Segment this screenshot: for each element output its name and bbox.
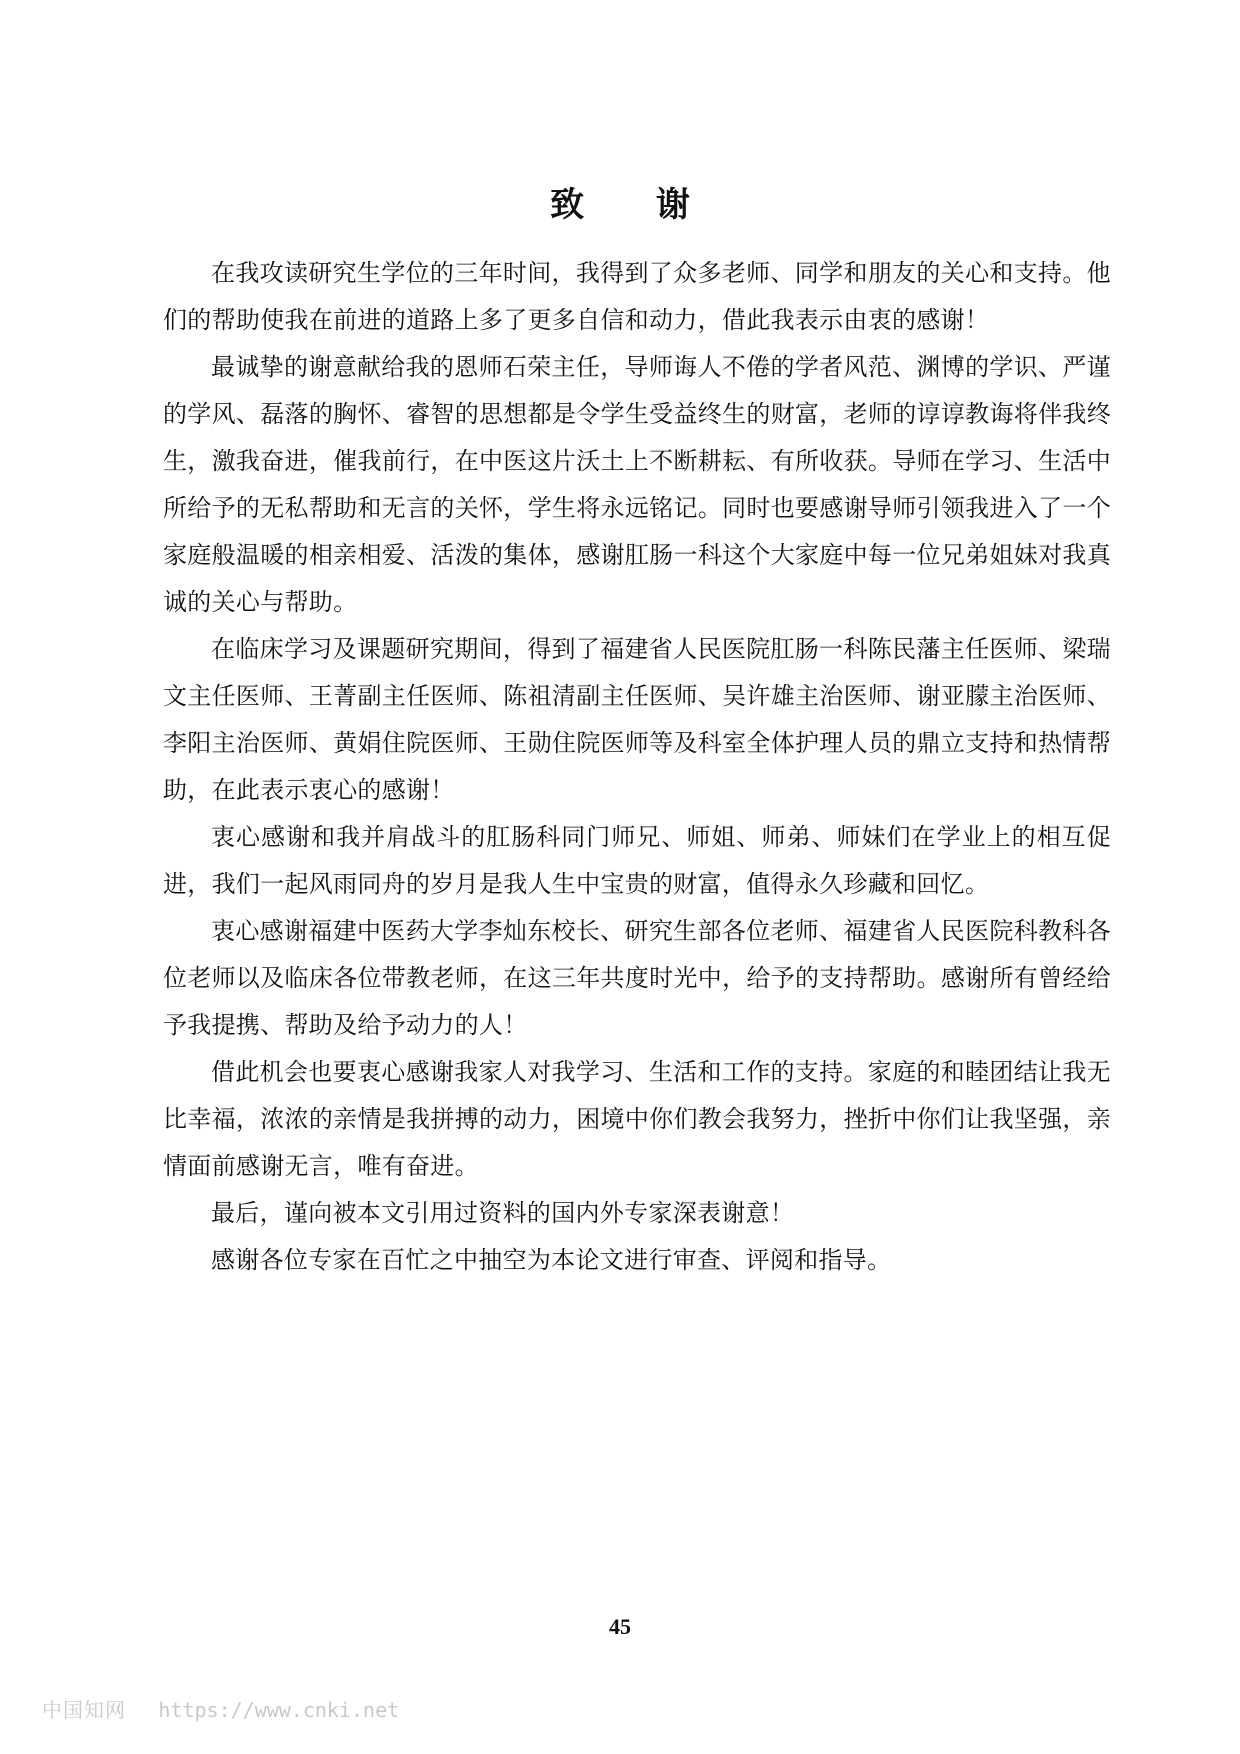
cnki-watermark [42,1696,399,1724]
paragraph-5: 衷心感谢福建中医药大学李灿东校长、研究生部各位老师、福建省人民医院科教科各位老师以及临床各位带教老师，在这三年共度时光中，给予的支持帮助。感谢所有曾经给予我提携、帮助及给予动力的人！ [163,917,1111,1039]
paragraph-1: 在我攻读研究生学位的三年时间，我得到了众多老师、同学和朋友的关心和支持。他们的帮助使我在前进的道路上多了更多自信和动力，借此我表示由衷的感谢！ [163,259,1111,334]
watermark-url: https://www.cnki.net [158,1698,400,1722]
page-title: 致 谢 [550,184,720,225]
watermark-brand: 中国知网 [42,1698,126,1722]
paragraph-2: 最诚挚的谢意献给我的恩师石荣主任，导师诲人不倦的学者风范、渊博的学识、严谨的学风、磊落的胸怀、睿智的思想都是令学生受益终生的财富，老师的谆谆教诲将伴我终生，激我奋进，催我前行，在中医这片沃土上不断耕耘、有所收获。导师在学习、生活中所给予的无私帮助和无言的关怀，学生将永远铭记。同时也要感谢导师引领我进入了一个家庭般温暖的相亲相爱、活泼的集体，感谢肛肠一科这个大家庭中每一位兄弟姐妹对我真诚的关心与帮助。 [163,353,1111,616]
paragraph-7: 最后，谨向被本文引用过资料的国内外专家深表谢意！ [211,1199,795,1227]
page-number: 45 [609,1614,631,1639]
paragraph-4: 衷心感谢和我并肩战斗的肛肠科同门师兄、师姐、师弟、师妹们在学业上的相互促进，我们一起风雨同舟的岁月是我人生中宝贵的财富，值得永久珍藏和回忆。 [163,823,1111,898]
paragraph-3: 在临床学习及课题研究期间，得到了福建省人民医院肛肠一科陈民藩主任医师、梁瑞文主任医师、王菁副主任医师、陈祖清副主任医师、吴许雄主治医师、谢亚朦主治医师、李阳主治医师、黄娟住院医师、王勋住院医师等及科室全体护理人员的鼎立支持和热情帮助，在此表示衷心的感谢！ [163,635,1111,804]
paragraph-6: 借此机会也要衷心感谢我家人对我学习、生活和工作的支持。家庭的和睦团结让我无比幸福，浓浓的亲情是我拼搏的动力，困境中你们教会我努力，挫折中你们让我坚强，亲情面前感谢无言，唯有奋进。 [163,1058,1111,1180]
acknowledgement-body [163,250,1111,1284]
paragraph-8: 感谢各位专家在百忙之中抽空为本论文进行审查、评阅和指导。 [211,1246,892,1274]
